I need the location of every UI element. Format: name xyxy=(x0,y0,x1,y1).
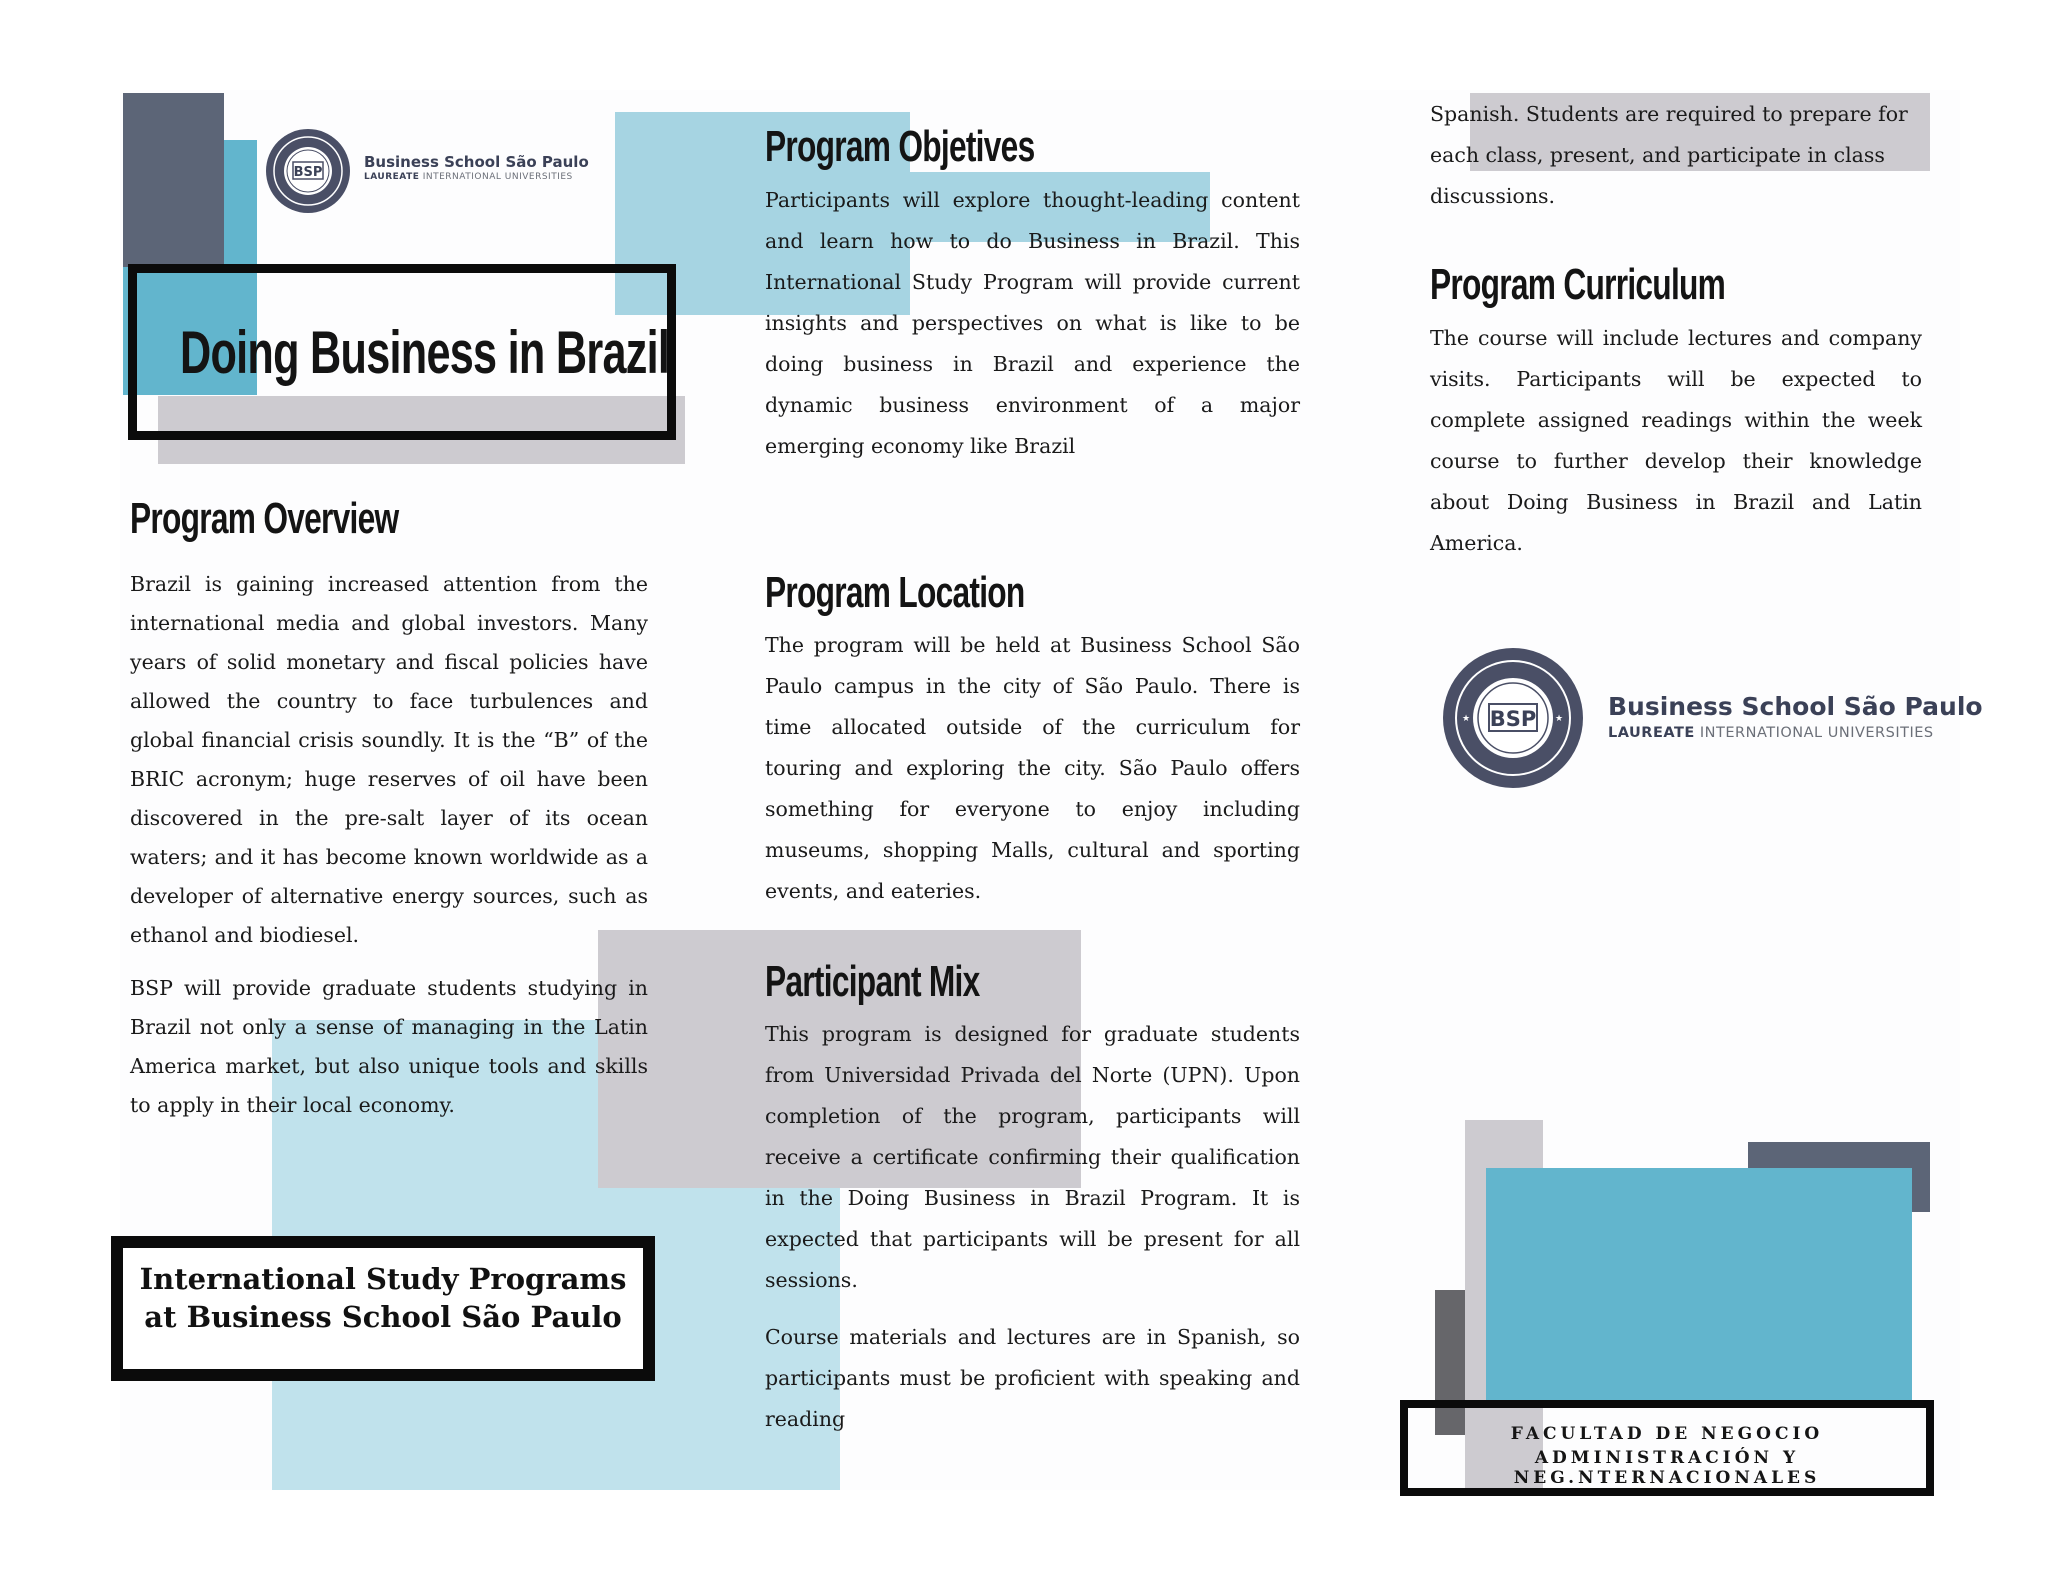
logo-sub-rest: INTERNATIONAL UNIVERSITIES xyxy=(419,172,573,182)
overview-heading: Program Overview xyxy=(130,494,399,543)
study-programs-box xyxy=(111,1236,655,1381)
objectives-text: Participants will explore thought-leading content and learn how to do Business in Brazil. This International Study Program will provide current insights and perspectives on what is like to be doing business in Brazil and experience the dynamic business environment of a major emerging economy like Brazil xyxy=(765,188,1300,458)
objectives-heading: Program Objetives xyxy=(765,122,1035,171)
continued-text: Spanish. Students are required to prepare for each class, present, and participate in class discussions. xyxy=(1430,102,1908,208)
logo-sub-rest-large: INTERNATIONAL UNIVERSITIES xyxy=(1694,725,1934,741)
svg-text:★: ★ xyxy=(1555,714,1564,724)
deco-slate-block-top-left xyxy=(123,93,224,268)
bsp-seal-logo-large xyxy=(1442,647,1584,789)
faculty-box xyxy=(1400,1400,1934,1496)
participant-mix-paragraph-1: This program is designed for graduate students from Universidad Privada del Norte (UPN). Upon completion of the program, participants will receive a certificate confirming their qualification in the Doing Business in Brazil Program. It is expected that participants will be present for all sessions. xyxy=(765,1022,1300,1292)
logo-sub-small xyxy=(364,172,573,182)
study-programs-line-1: International Study Programs xyxy=(139,1262,627,1296)
curriculum-text: The course will include lectures and company visits. Participants will be expected to complete assigned readings within the week course to further develop their knowledge about Doing Business in Brazil and Latin America. xyxy=(1430,326,1922,555)
faculty-line-1: FACULTAD DE NEGOCIO xyxy=(1510,1424,1824,1444)
faculty-line-2: ADMINISTRACIÓN Y NEG.NTERNACIONALES xyxy=(1513,1448,1821,1488)
deco-teal-block-top-left xyxy=(224,140,257,267)
logo-sub-large xyxy=(1608,725,1934,741)
deco-teal-panel-bottom-right xyxy=(1486,1168,1912,1402)
location-heading: Program Location xyxy=(765,568,1025,617)
overview-paragraph-2: BSP will provide graduate students studying in Brazil not only a sense of managing in the Latin America market, but also unique tools and skills to apply in their local economy. xyxy=(130,976,648,1117)
svg-text:★: ★ xyxy=(1462,714,1471,724)
location-text: The program will be held at Business School São Paulo campus in the city of São Paulo. There is time allocated outside of the curriculum for touring and exploring the city. São Paulo offers something for everyone to enjoy including museums, shopping Malls, cultural and sporting events, and eateries. xyxy=(765,633,1300,903)
logo-name-small: Business School São Paulo xyxy=(364,153,589,171)
study-programs-line-2: at Business School São Paulo xyxy=(144,1300,622,1334)
participant-mix-paragraph-2: Course materials and lectures are in Spanish, so participants must be proficient with speaking and reading xyxy=(765,1325,1300,1431)
seal-monogram: BSP xyxy=(293,165,323,180)
bsp-seal-logo-small xyxy=(265,128,351,214)
logo-sub-bold-large: LAUREATE xyxy=(1608,725,1695,741)
participant-mix-heading: Participant Mix xyxy=(765,957,980,1006)
brochure-title: Doing Business in Brazil xyxy=(180,319,670,386)
logo-sub-bold: LAUREATE xyxy=(364,172,420,182)
seal-monogram-large: BSP xyxy=(1489,707,1537,731)
overview-paragraph-1: Brazil is gaining increased attention from the international media and global investors. Many years of solid monetary and fiscal policies have allowed the country to face turbulences and global financial crisis soundly. It is the “B” of the BRIC acronym; huge reserves of oil have been discovered in the pre-salt layer of its ocean waters; and it has become known worldwide as a developer of alternative energy sources, such as ethanol and biodiesel. xyxy=(130,572,648,947)
logo-name-large: Business School São Paulo xyxy=(1608,692,1983,721)
curriculum-heading: Program Curriculum xyxy=(1430,260,1726,309)
